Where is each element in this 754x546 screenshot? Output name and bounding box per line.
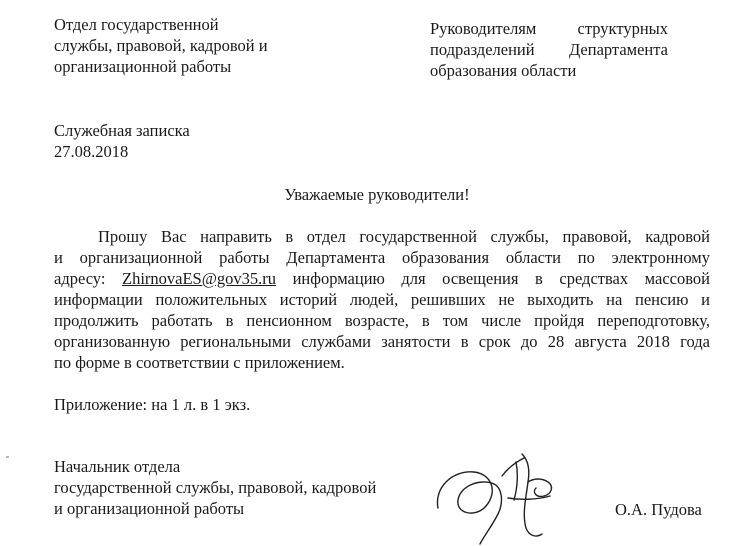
memo-body	[54, 226, 710, 373]
email-link[interactable]: ZhirnovaES@gov35.ru	[121, 269, 277, 288]
body-text-fragment: информацию для освещения в средствах массовой	[276, 269, 710, 288]
salutation: Уважаемые руководители!	[284, 185, 470, 204]
signer-title-line: и организационной работы	[54, 499, 245, 518]
handwritten-signature	[432, 448, 582, 546]
body-text-fragment: адресу:	[54, 269, 122, 288]
recipient-word: Департамента	[568, 40, 668, 59]
recipient-block	[430, 18, 700, 81]
recipient-line	[430, 39, 668, 60]
recipient-word: структурных	[577, 19, 668, 38]
signer-name: О.А. Пудова	[615, 500, 702, 519]
body-line	[54, 268, 710, 289]
body-line: и организационной работы Департамента образования области по электронному	[54, 248, 710, 267]
signer-title	[54, 456, 424, 519]
signer-title-line: государственной службы, правовой, кадровой	[54, 478, 377, 497]
memo-header	[54, 120, 190, 162]
appendix-note: Приложение: на 1 л. в 1 экз.	[54, 395, 251, 414]
recipient-line: образования области	[430, 61, 577, 80]
scan-speck	[6, 456, 9, 458]
body-line: информации положительных историй людей, решивших не выходить на пенсию и	[54, 290, 710, 309]
sender-line: Отдел государственной	[54, 15, 219, 34]
recipient-word: Руководителям	[430, 19, 537, 38]
signer-title-line: Начальник отдела	[54, 457, 181, 476]
sender-line: службы, правовой, кадровой и	[54, 36, 268, 55]
memo-type: Служебная записка	[54, 121, 190, 140]
sender-department	[54, 14, 354, 77]
recipient-word: подразделений	[430, 40, 535, 59]
recipient-line	[430, 18, 668, 39]
body-line: по форме в соответствии с приложением.	[54, 353, 345, 372]
sender-line: организационной работы	[54, 57, 232, 76]
memo-date: 27.08.2018	[54, 142, 129, 161]
body-line: организованную региональными службами занятости в срок до 28 августа 2018 года	[54, 332, 710, 351]
body-line: продолжить работать в пенсионном возрасте, в том числе пройдя переподготовку,	[54, 311, 710, 330]
body-line: Прошу Вас направить в отдел государственной службы, правовой, кадровой	[98, 227, 710, 246]
